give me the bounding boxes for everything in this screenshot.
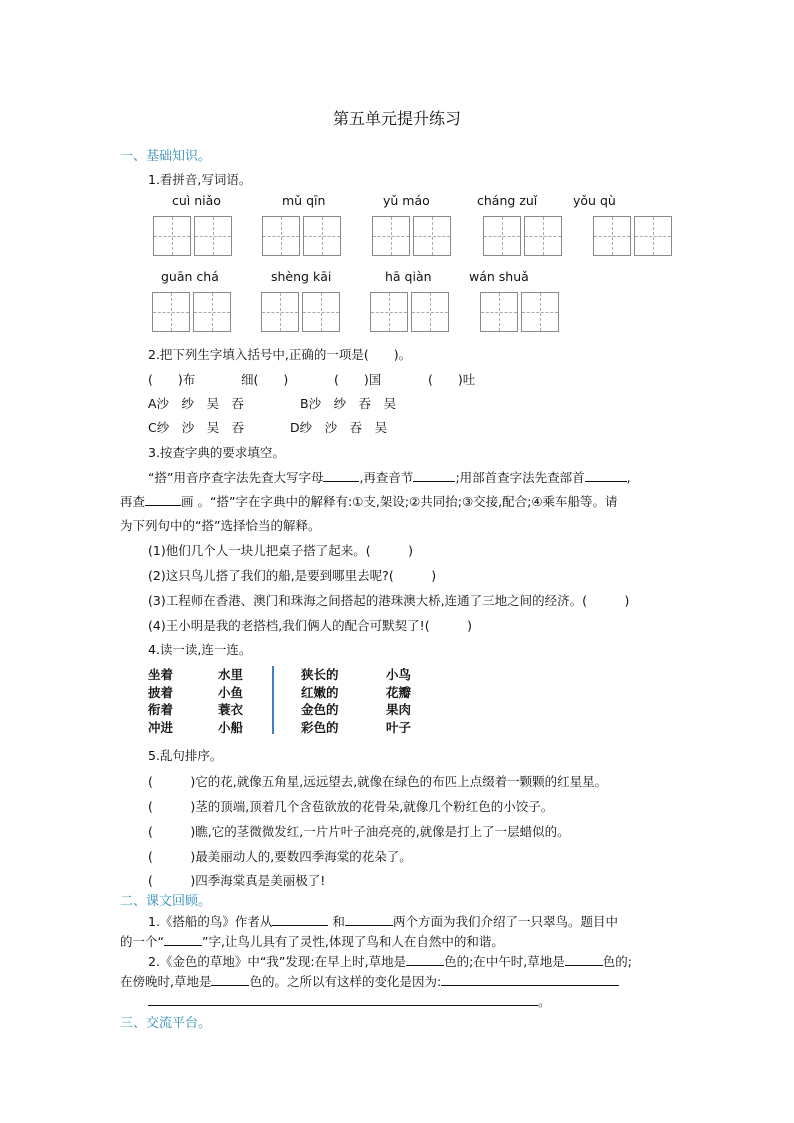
q2-option-a: A沙 纱 吴 吞 <box>148 396 245 411</box>
match-item[interactable]: 小船 <box>218 719 244 735</box>
answer-blank[interactable] <box>565 953 603 966</box>
match-item[interactable]: 花瓣 <box>386 684 412 700</box>
pinyin-label: guān chá <box>161 269 219 284</box>
pinyin-label: yǔ máo <box>383 193 430 208</box>
answer-blank[interactable] <box>585 469 627 482</box>
match-item[interactable]: 小鸟 <box>386 667 412 682</box>
q5-prompt: 5.乱句排序。 <box>148 748 223 763</box>
writing-box[interactable] <box>302 292 340 332</box>
match-item[interactable]: 金色的 <box>301 702 339 717</box>
review-line1: 1.《搭船的鸟》作者从 和 两个方面为我们介绍了一只翠鸟。题目中 <box>148 914 618 929</box>
writing-box[interactable] <box>194 216 232 256</box>
match-item[interactable]: 叶子 <box>386 719 412 735</box>
q3-paragraph-line1: “搭”用音序查字法先查大写字母 ,再查音节 ;用部首查字法先查部首 , <box>148 470 631 485</box>
q5-sentence: ( )茎的顶端,顶着几个含苞欲放的花骨朵,就像几个粉红色的小饺子。 <box>148 799 554 814</box>
q5-sentence: ( )四季海棠真是美丽极了! <box>148 873 326 888</box>
match-item[interactable]: 果肉 <box>386 702 412 717</box>
match-column-verbs <box>148 666 173 736</box>
match-item[interactable]: 坐着 <box>148 667 174 682</box>
q5-sentence: ( )它的花,就像五角星,远远望去,就像在绿色的布匹上点缀着一颗颗的红星星。 <box>148 774 608 789</box>
match-item[interactable]: 小鱼 <box>218 684 244 700</box>
page-title: 第五单元提升练习 <box>332 109 461 128</box>
q3-paragraph-line3: 为下列句中的“搭”选择恰当的解释。 <box>120 518 321 533</box>
writing-box[interactable] <box>153 216 191 256</box>
q5-sentence: ( )瞧,它的茎微微发红,一片片叶子油亮亮的,就像是打上了一层蜡似的。 <box>148 824 570 839</box>
writing-box[interactable] <box>261 292 299 332</box>
pinyin-label: hā qiàn <box>385 269 432 284</box>
writing-box[interactable] <box>152 292 190 332</box>
answer-blank[interactable] <box>441 973 619 986</box>
writing-box[interactable] <box>521 292 559 332</box>
pinyin-label: shèng kāi <box>271 269 332 284</box>
section-heading-exchange: 三、交流平台。 <box>120 1016 212 1031</box>
q4-prompt: 4.读一读,连一连。 <box>148 642 252 657</box>
match-divider <box>272 666 274 734</box>
review-line3: 2.《金色的草地》中“我”发现:在早上时,草地是 色的;在中午时,草地是 色的; <box>148 954 632 969</box>
writing-box[interactable] <box>370 292 408 332</box>
match-item[interactable]: 狭长的 <box>301 667 339 682</box>
answer-blank[interactable] <box>345 913 393 926</box>
writing-box[interactable] <box>411 292 449 332</box>
writing-box[interactable] <box>593 216 631 256</box>
pinyin-label: mǔ qīn <box>282 193 326 208</box>
q3-sentence: (2)这只鸟儿搭了我们的船,是要到哪里去呢?( ) <box>148 568 437 583</box>
writing-box[interactable] <box>634 216 672 256</box>
answer-blank[interactable] <box>413 469 455 482</box>
answer-blank[interactable] <box>211 973 249 986</box>
pinyin-label: cuì niǎo <box>172 193 221 208</box>
match-item[interactable]: 衔着 <box>148 702 174 717</box>
q2-blank: ( )国 <box>334 372 382 387</box>
match-column-adjectives <box>301 666 339 736</box>
review-line2: 的一个“ ”字,让鸟儿具有了灵性,体现了鸟和人在自然中的和谐。 <box>120 934 504 949</box>
q3-sentence: (4)王小明是我的老搭档,我们俩人的配合可默契了!( ) <box>148 618 472 633</box>
writing-box[interactable] <box>303 216 341 256</box>
q3-prompt: 3.按查字典的要求填空。 <box>148 445 285 460</box>
match-item[interactable]: 彩色的 <box>301 719 339 735</box>
match-item[interactable]: 冲进 <box>148 719 174 735</box>
q1-prompt: 1.看拼音,写词语。 <box>148 172 252 187</box>
answer-blank[interactable] <box>164 933 202 946</box>
writing-box[interactable] <box>413 216 451 256</box>
match-item[interactable]: 蓑衣 <box>218 702 244 717</box>
q2-option-b: B沙 纱 吞 吴 <box>300 396 397 411</box>
q3-paragraph-line2: 再查 画 。“搭”字在字典中的解释有:①支,架设;②共同抬;③交接,配合;④乘车船等。请 <box>120 494 618 509</box>
section-heading-basics: 一、基础知识。 <box>120 149 212 164</box>
q2-prompt: 2.把下列生字填入括号中,正确的一项是( )。 <box>148 347 412 362</box>
writing-box[interactable] <box>524 216 562 256</box>
writing-box[interactable] <box>262 216 300 256</box>
q2-blank: 细( ) <box>241 372 289 387</box>
match-column-nouns <box>386 666 411 736</box>
q2-option-d: D纱 沙 吞 吴 <box>290 420 388 435</box>
review-line5: 。 <box>148 992 551 1010</box>
answer-blank[interactable] <box>323 469 359 482</box>
answer-blank[interactable] <box>272 913 328 926</box>
pinyin-label: wán shuǎ <box>469 269 529 284</box>
review-line4: 在傍晚时,草地是 色的。之所以有这样的变化是因为: <box>120 972 619 990</box>
writing-box[interactable] <box>193 292 231 332</box>
q2-blank: ( )吐 <box>428 372 476 387</box>
q3-sentence: (1)他们几个人一块儿把桌子搭了起来。( ) <box>148 543 413 558</box>
answer-blank[interactable] <box>148 993 538 1006</box>
pinyin-label: cháng zuǐ <box>477 193 538 208</box>
q5-sentence: ( )最美丽动人的,要数四季海棠的花朵了。 <box>148 849 412 864</box>
writing-box[interactable] <box>483 216 521 256</box>
answer-blank[interactable] <box>406 953 444 966</box>
match-item[interactable]: 水里 <box>218 667 244 682</box>
section-heading-review: 二、课文回顾。 <box>120 894 212 909</box>
writing-box[interactable] <box>480 292 518 332</box>
pinyin-label: yǒu qù <box>573 193 616 208</box>
q2-option-c: C纱 沙 吴 吞 <box>148 420 245 435</box>
q3-sentence: (3)工程师在香港、澳门和珠海之间搭起的港珠澳大桥,连通了三地之间的经济。( ) <box>148 593 630 608</box>
match-item[interactable]: 披着 <box>148 684 174 700</box>
writing-box[interactable] <box>372 216 410 256</box>
match-column-objects <box>218 666 243 736</box>
q2-blank: ( )布 <box>148 372 196 387</box>
answer-blank[interactable] <box>145 493 181 506</box>
match-item[interactable]: 红嫩的 <box>301 684 339 700</box>
